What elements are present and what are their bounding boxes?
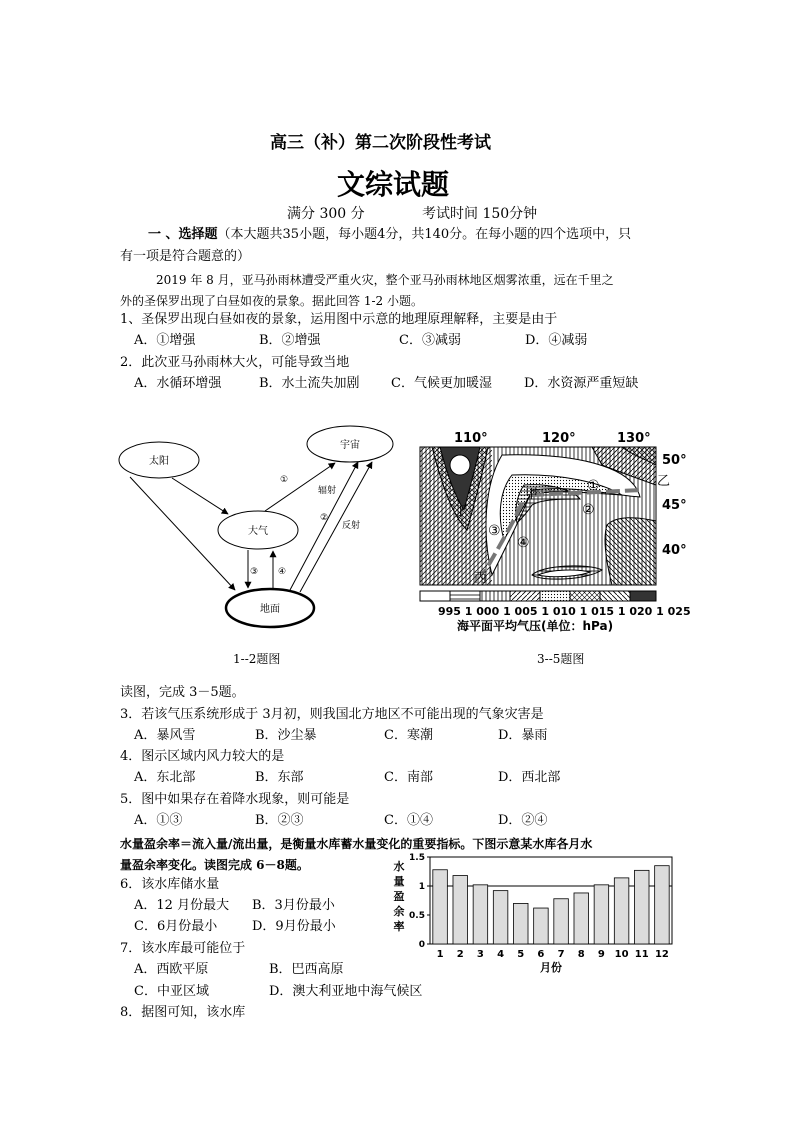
num4-label: ④	[278, 567, 287, 577]
q3-option-b: B．沙尘暴	[255, 728, 317, 743]
reflection-label: 反射	[342, 521, 361, 531]
q7-option-d: D．澳大利亚地中海气候区	[269, 984, 423, 999]
q1-option-d: D．④减弱	[525, 333, 588, 348]
atmosphere-label: 大气	[248, 526, 268, 537]
y-tick-label: 0.5	[409, 911, 425, 921]
bar-1	[433, 870, 448, 944]
label-ding: 丁	[454, 504, 468, 519]
x-tick-label: 12	[654, 949, 669, 960]
q5-option-b: B．②③	[255, 813, 304, 828]
x-tick-label: 4	[497, 949, 505, 960]
pressure-legend	[420, 591, 656, 601]
section-desc-a: （本大题共35小题，每小题4分，共140分。在每小题的四个选项中，只	[217, 227, 632, 242]
x-tick-label: 1	[436, 949, 444, 960]
bar-6	[534, 908, 549, 944]
lon-120: 120°	[542, 431, 576, 446]
radiation-diagram	[110, 422, 400, 642]
y-axis-label: 水量盈余率	[393, 860, 405, 933]
label-yi: 乙	[657, 474, 671, 489]
section-heading-line	[148, 228, 631, 241]
q4-option-d: D．西北部	[498, 770, 561, 785]
bar-5	[513, 903, 528, 944]
num3-label: ③	[250, 567, 259, 577]
q4-stem: 4．图示区域内风力较大的是	[120, 749, 285, 764]
bar-10	[614, 878, 629, 944]
q2-option-b: B．水土流失加剧	[259, 376, 360, 391]
q1-option-b: B．②增强	[259, 333, 321, 348]
passage2-line2: 量盈余率变化。读图完成 6－8题。	[120, 858, 309, 872]
q6-stem: 6．该水库储水量	[120, 877, 220, 892]
q2-option-c: C．气候更加暖湿	[391, 376, 492, 391]
q8-stem: 8．据图可知，该水库	[120, 1005, 246, 1020]
q3-option-a: A．暴风雪	[134, 728, 196, 743]
sun-to-atmosphere-arrow	[172, 478, 228, 514]
q5-stem: 5．图中如果存在着降水现象，则可能是	[120, 792, 350, 807]
bar-9	[594, 885, 609, 944]
q4-option-a: A．东北部	[134, 770, 196, 785]
bar-3	[473, 885, 488, 944]
section-desc-b: 有一项是符合题意的）	[120, 249, 251, 264]
lon-110: 110°	[454, 431, 488, 446]
x-tick-label: 5	[517, 949, 525, 960]
pressure-map	[412, 425, 712, 640]
ground-reflection-arrow	[300, 462, 372, 592]
fig2-caption: 3--5题图	[537, 652, 585, 666]
map-num4: ④	[517, 535, 530, 551]
lat-40: 40°	[662, 543, 687, 558]
x-tick-label: 3	[476, 949, 484, 960]
q2-option-d: D．水资源严重短缺	[524, 376, 639, 391]
x-tick-label: 11	[634, 949, 649, 960]
passage2-line1: 水量盈余率＝流入量/流出量，是衡量水库蓄水量变化的重要指标。下图示意某水库各月水	[120, 837, 593, 851]
section-heading: 一 、选择题	[148, 227, 218, 242]
q3-option-c: C．寒潮	[384, 728, 433, 743]
bar-7	[554, 899, 569, 944]
num2-label: ②	[320, 513, 329, 523]
y-tick-label: 1.5	[409, 853, 425, 863]
bar-2	[453, 876, 468, 944]
q1-stem: 1、圣保罗出现白昼如夜的景象，运用图中示意的地理原理解释，主要是由于	[120, 312, 558, 327]
q6-option-d: D．9月份最小	[252, 919, 336, 934]
q7-option-c: C．中亚区域	[134, 984, 209, 999]
q1-option-a: A．①增强	[134, 333, 196, 348]
q5-option-d: D．②④	[498, 813, 548, 828]
exam-time: 考试时间 150分钟	[422, 206, 538, 222]
x-tick-label: 9	[597, 949, 605, 960]
x-tick-label: 7	[557, 949, 565, 960]
x-tick-label: 8	[577, 949, 585, 960]
x-tick-label: 6	[537, 949, 545, 960]
space-label: 宇宙	[340, 440, 360, 451]
ground-label: 地面	[260, 604, 280, 615]
x-tick-label: 2	[456, 949, 464, 960]
bar-12	[655, 866, 670, 944]
q4-option-b: B．东部	[255, 770, 304, 785]
q6-option-c: C．6月份最小	[134, 919, 218, 934]
map-num1: ①	[587, 478, 600, 494]
intro-3-5: 读图，完成 3－5题。	[120, 685, 245, 700]
fig1-caption: 1--2题图	[233, 652, 281, 666]
q4-option-c: C．南部	[384, 770, 433, 785]
q1-option-c: C．③减弱	[399, 333, 461, 348]
q3-option-d: D．暴雨	[498, 728, 548, 743]
num1-label: ①	[280, 475, 289, 485]
q3-stem: 3．若该气压系统形成于 3月初，则我国北方地区不可能出现的气象灾害是	[120, 707, 544, 722]
lat-45: 45°	[662, 498, 687, 513]
passage1-line1: 2019 年 8 月，亚马孙雨林遭受严重火灾，整个亚马孙雨林地区烟雾浓重，远在千里之	[156, 273, 614, 287]
radiation-label: 辐射	[318, 486, 337, 496]
x-tick-label: 10	[614, 949, 629, 960]
label-jia: 甲	[525, 487, 539, 502]
bar-8	[574, 893, 589, 944]
map-num2: ②	[582, 502, 595, 518]
paper-title: 高三（补）第二次阶段性考试	[270, 133, 491, 153]
sun-label: 太阳	[149, 456, 169, 467]
q2-option-a: A．水循环增强	[134, 376, 222, 391]
map-num3: ③	[488, 523, 501, 539]
y-tick-label: 0	[418, 940, 425, 950]
full-score: 满分 300 分	[287, 206, 365, 222]
lon-130: 130°	[617, 431, 651, 446]
legend-values: 995 1 000 1 005 1 010 1 015 1 020 1 025	[438, 605, 691, 618]
q5-option-a: A．①③	[134, 813, 183, 828]
q7-option-b: B．巴西高原	[269, 962, 344, 977]
q7-option-a: A．西欧平原	[134, 962, 209, 977]
q6-option-b: B．3月份最小	[252, 898, 335, 913]
label-bing: 丙	[474, 571, 488, 586]
q5-option-c: C．①④	[384, 813, 433, 828]
subject-title: 文综试题	[337, 168, 450, 201]
bar-11	[634, 870, 649, 944]
lat-50: 50°	[662, 453, 687, 468]
q6-option-a: A．12 月份最大	[134, 898, 230, 913]
q2-stem: 2．此次亚马孙雨林大火，可能导致当地	[120, 355, 350, 370]
x-axis-label: 月份	[540, 961, 562, 974]
bar-4	[493, 891, 508, 944]
water-surplus-chart	[390, 848, 680, 983]
legend-title: 海平面平均气压(单位：hPa)	[457, 619, 614, 633]
q7-stem: 7．该水库最可能位于	[120, 941, 246, 956]
passage1-line2: 外的圣保罗出现了白昼如夜的景象。据此回答 1-2 小题。	[120, 294, 423, 308]
y-tick-label: 1	[418, 882, 425, 892]
